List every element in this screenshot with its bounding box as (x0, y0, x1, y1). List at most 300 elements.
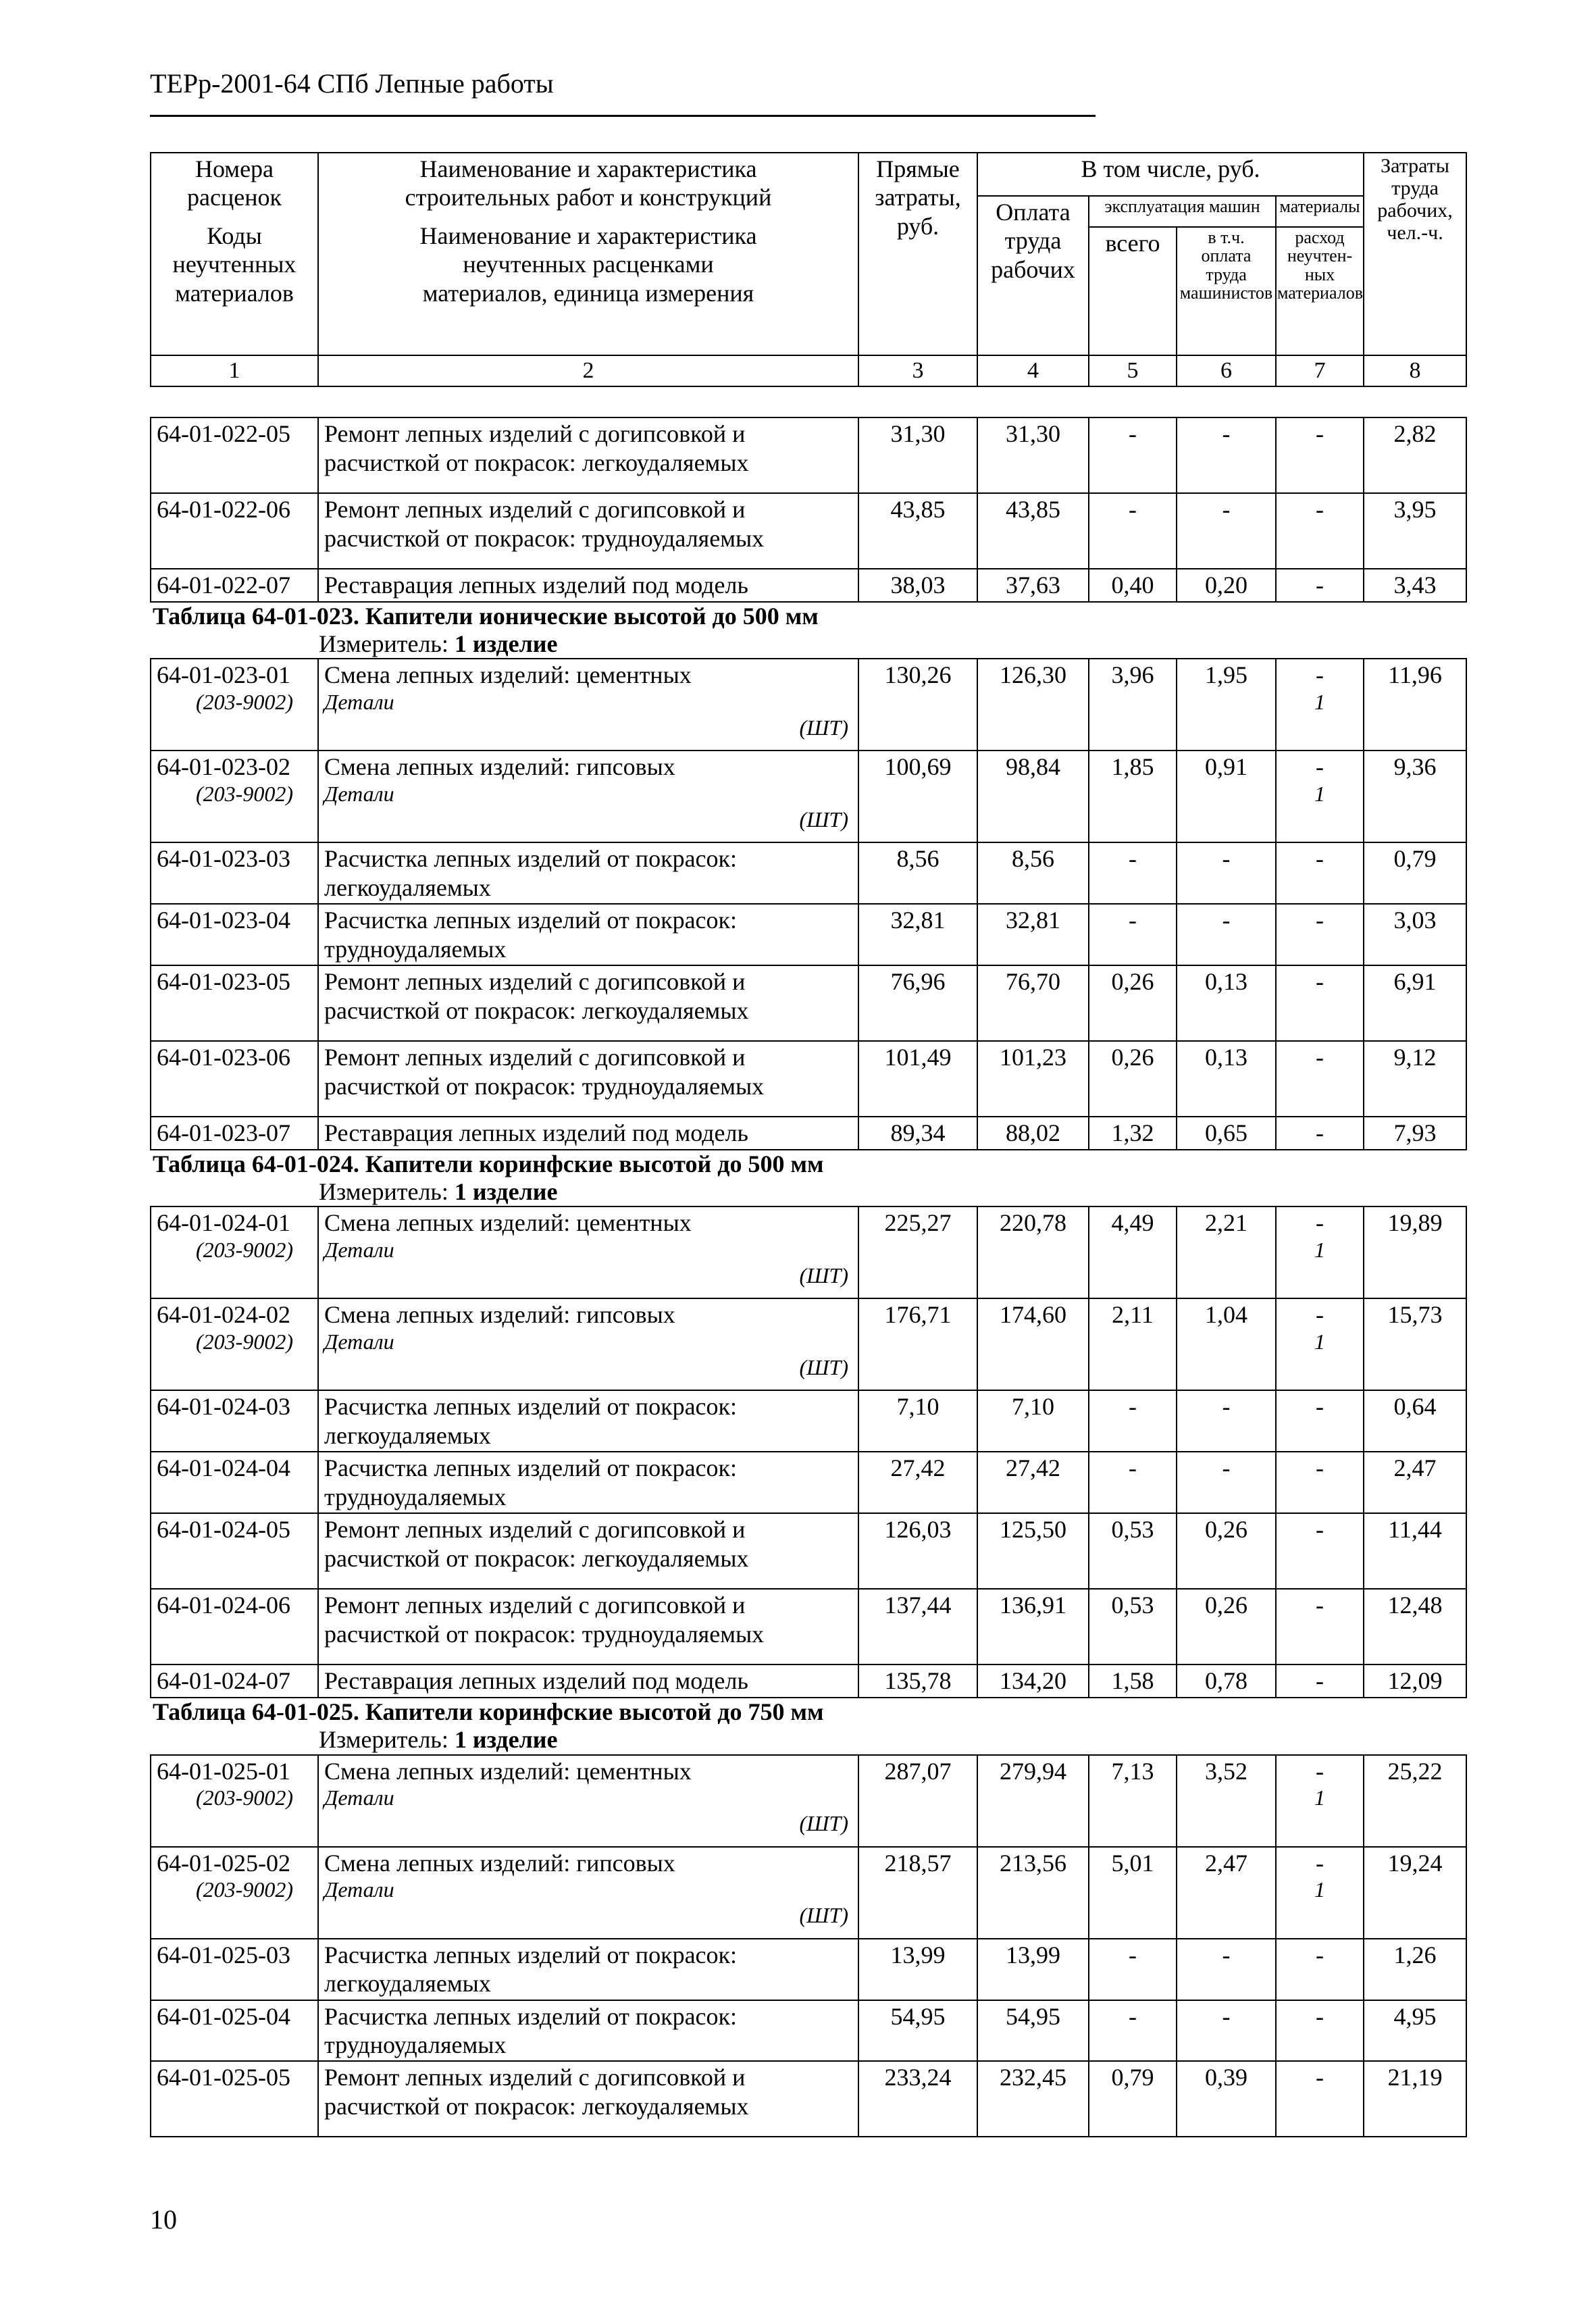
direct-cost-cell (858, 1513, 977, 1589)
machinist-pay-cell (1177, 2000, 1276, 2062)
labor-hours: 3,95 (1393, 496, 1437, 524)
rate-code: 64-01-025-03 (157, 1941, 290, 1968)
labor-pay-cell (977, 904, 1089, 965)
rate-code-cell (151, 1847, 318, 1939)
machinist-pay-cell (1177, 1390, 1276, 1452)
labor-pay-cell (977, 2061, 1089, 2137)
material-unit: (ШТ) (799, 1810, 848, 1835)
direct-cost: 218,57 (884, 1849, 952, 1877)
labor-hours: 7,93 (1393, 1119, 1437, 1147)
machines-total: - (1129, 496, 1137, 524)
material-qty: 1 (1314, 689, 1325, 714)
direct-cost-cell (858, 1664, 977, 1697)
work-name-line: расчисткой от покрасок: легкоудаляемых (324, 996, 749, 1024)
meter-023: Измеритель: 1 изделие (319, 630, 558, 657)
machinist-pay: - (1222, 1393, 1231, 1421)
labor-pay-cell (977, 965, 1089, 1041)
table-row (151, 1390, 1466, 1452)
machinist-pay-cell (1177, 1664, 1276, 1697)
materials-value: - (1316, 845, 1324, 873)
col-number: 1 (151, 355, 318, 386)
header-unaccounted-materials: расход неучтен- ных материалов (1276, 227, 1364, 355)
direct-cost: 100,69 (884, 753, 952, 781)
col-number: 3 (858, 355, 977, 386)
machinist-pay: 0,65 (1205, 1119, 1247, 1147)
material-qty: 1 (1314, 1785, 1325, 1810)
materials-cell (1276, 1390, 1364, 1452)
table-row (151, 1589, 1466, 1664)
work-name-line: Ремонт лепных изделий с догипсовкой и (324, 420, 746, 448)
direct-cost: 176,71 (884, 1301, 952, 1329)
labor-hours-cell (1364, 842, 1466, 904)
rate-code-cell (151, 1041, 318, 1117)
rate-code: 64-01-023-04 (157, 907, 290, 934)
rate-code: 64-01-024-04 (157, 1454, 290, 1482)
work-name-line: Ремонт лепных изделий с догипсовкой и (324, 1516, 746, 1544)
table-title-025: Таблица 64-01-025. Капители коринфские высотой до 750 мм (153, 1698, 824, 1725)
machines-total: 1,85 (1111, 753, 1154, 781)
labor-hours: 3,03 (1393, 907, 1437, 934)
machinist-pay-cell (1177, 904, 1276, 965)
labor-pay-cell (977, 493, 1089, 569)
direct-cost: 76,96 (890, 968, 946, 996)
machinist-pay-cell (1177, 1041, 1276, 1117)
material-code: (203-9002) (196, 1237, 293, 1262)
machinist-pay-cell (1177, 1452, 1276, 1513)
work-name-cell (318, 965, 858, 1041)
rate-code: 64-01-023-07 (157, 1119, 290, 1147)
machines-total: - (1129, 845, 1137, 873)
direct-cost-cell (858, 1939, 977, 2000)
labor-pay: 32,81 (1006, 907, 1060, 934)
machinist-pay: 0,91 (1205, 753, 1247, 781)
materials-cell (1276, 904, 1364, 965)
machinist-pay: 0,39 (1205, 2064, 1247, 2091)
rate-code: 64-01-023-01 (157, 661, 290, 689)
machinist-pay-cell (1177, 751, 1276, 842)
direct-cost: 31,30 (890, 420, 946, 448)
col-number: 2 (318, 355, 858, 386)
machinist-pay: 0,13 (1205, 1044, 1247, 1071)
machinist-pay: 1,04 (1205, 1301, 1247, 1329)
material-unit: (ШТ) (799, 1902, 848, 1927)
work-name-line: Расчистка лепных изделий от покрасок: (324, 1941, 738, 1968)
work-name-line: Расчистка лепных изделий от покрасок: (324, 907, 738, 934)
labor-hours-cell (1364, 2061, 1466, 2137)
machines-total: 1,32 (1111, 1119, 1154, 1147)
machinist-pay: 3,52 (1205, 1757, 1247, 1785)
rate-code: 64-01-022-06 (157, 496, 290, 524)
materials-cell (1276, 1847, 1364, 1939)
work-name-cell (318, 904, 858, 965)
machines-total-cell (1089, 569, 1177, 601)
rate-code: 64-01-024-03 (157, 1393, 290, 1421)
work-name-cell (318, 2061, 858, 2137)
materials-value: - (1316, 1301, 1324, 1329)
materials-value: - (1316, 1941, 1324, 1968)
rates-table-022 (150, 417, 1467, 602)
work-name-line: легкоудаляемых (324, 873, 491, 901)
direct-cost: 8,56 (896, 845, 939, 873)
work-name-cell (318, 1847, 858, 1939)
machines-total-cell (1089, 1664, 1177, 1697)
work-name-line: расчисткой от покрасок: трудноудаляемых (324, 524, 765, 552)
machinist-pay: - (1222, 420, 1231, 448)
labor-hours: 2,47 (1393, 1454, 1437, 1482)
work-name-cell (318, 842, 858, 904)
table-row (151, 2061, 1466, 2137)
materials-cell (1276, 569, 1364, 601)
direct-cost: 38,03 (890, 571, 946, 599)
direct-cost: 54,95 (890, 2002, 946, 2030)
labor-hours-cell (1364, 1755, 1466, 1847)
work-name-line: Расчистка лепных изделий от покрасок: (324, 2002, 738, 2030)
material-qty: 1 (1314, 1237, 1325, 1262)
labor-pay-cell (977, 1206, 1089, 1298)
machines-total: 3,96 (1111, 661, 1154, 689)
table-row (151, 965, 1466, 1041)
machinist-pay: 0,26 (1205, 1516, 1247, 1544)
labor-hours: 1,26 (1393, 1941, 1437, 1968)
rates-sheet (150, 152, 1466, 2137)
table-title-024: Таблица 64-01-024. Капители коринфские высотой до 500 мм (153, 1150, 824, 1177)
col-number: 7 (1276, 355, 1364, 386)
materials-value: - (1316, 907, 1324, 934)
machinist-pay-cell (1177, 2061, 1276, 2137)
rate-code-cell (151, 1939, 318, 2000)
machines-total-cell (1089, 1390, 1177, 1452)
table-row (151, 904, 1466, 965)
direct-cost-cell (858, 965, 977, 1041)
machinist-pay: 2,21 (1205, 1209, 1247, 1237)
direct-cost-cell (858, 1589, 977, 1664)
labor-hours: 21,19 (1387, 2064, 1443, 2091)
meter-025: Измеритель: 1 изделие (319, 1726, 558, 1754)
table-row (151, 659, 1466, 751)
materials-value: - (1316, 1516, 1324, 1544)
machines-total: 7,13 (1111, 1757, 1154, 1785)
materials-value: - (1316, 2064, 1324, 2091)
direct-cost-cell (858, 2061, 977, 2137)
work-name-cell (318, 659, 858, 751)
direct-cost: 89,34 (890, 1119, 946, 1147)
labor-pay-cell (977, 842, 1089, 904)
labor-pay: 125,50 (1000, 1516, 1066, 1544)
work-name-line: Смена лепных изделий: цементных (324, 1209, 692, 1237)
machinist-pay: 0,26 (1205, 1592, 1247, 1619)
rate-code-cell (151, 1390, 318, 1452)
direct-cost-cell (858, 842, 977, 904)
rate-code-cell (151, 1298, 318, 1390)
material-name: Детали (324, 781, 394, 806)
direct-cost: 233,24 (884, 2064, 952, 2091)
materials-cell (1276, 1452, 1364, 1513)
work-name-line: расчисткой от покрасок: трудноудаляемых (324, 1072, 765, 1100)
machines-total-cell (1089, 1206, 1177, 1298)
work-name-line: Реставрация лепных изделий под модель (324, 1667, 748, 1695)
machines-total: 0,79 (1111, 2064, 1154, 2091)
direct-cost-cell (858, 1755, 977, 1847)
rate-code: 64-01-022-07 (157, 571, 290, 599)
material-unit: (ШТ) (799, 1354, 848, 1379)
header-rule (150, 115, 1096, 117)
direct-cost-cell (858, 569, 977, 601)
materials-value: - (1316, 1592, 1324, 1619)
table-row (151, 2000, 1466, 2062)
labor-pay: 76,70 (1006, 968, 1060, 996)
material-code: (203-9002) (196, 689, 293, 714)
machines-total: 0,53 (1111, 1516, 1154, 1544)
materials-cell (1276, 842, 1364, 904)
labor-pay: 101,23 (1000, 1044, 1066, 1071)
materials-value: - (1316, 968, 1324, 996)
direct-cost-cell (858, 1847, 977, 1939)
work-name-line: Ремонт лепных изделий с догипсовкой и (324, 2064, 746, 2091)
material-qty: 1 (1314, 1329, 1325, 1354)
rate-code-cell (151, 417, 318, 493)
work-name-line: Смена лепных изделий: гипсовых (324, 753, 675, 781)
rate-code: 64-01-025-04 (157, 2002, 290, 2030)
work-name-cell (318, 1298, 858, 1390)
machinist-pay-cell (1177, 1755, 1276, 1847)
work-name-line: легкоудаляемых (324, 1421, 491, 1449)
material-unit: (ШТ) (799, 1263, 848, 1288)
labor-pay-cell (977, 1117, 1089, 1149)
machines-total-cell (1089, 1589, 1177, 1664)
labor-pay: 213,56 (1000, 1849, 1066, 1877)
labor-pay: 134,20 (1000, 1667, 1066, 1695)
labor-hours-cell (1364, 493, 1466, 569)
col-number: 8 (1364, 355, 1466, 386)
machines-total-cell (1089, 1041, 1177, 1117)
table-row (151, 1041, 1466, 1117)
direct-cost: 7,10 (896, 1393, 939, 1421)
labor-hours: 15,73 (1387, 1301, 1443, 1329)
table-row (151, 417, 1466, 493)
rate-code-cell (151, 1513, 318, 1589)
header-labor-cost: Затраты труда рабочих, чел.-ч. (1364, 153, 1466, 355)
table-row (151, 1939, 1466, 2000)
labor-hours: 4,95 (1393, 2002, 1437, 2030)
machinist-pay: - (1222, 1454, 1231, 1482)
materials-value: - (1316, 2002, 1324, 2030)
labor-hours-cell (1364, 1390, 1466, 1452)
table-row (151, 1206, 1466, 1298)
labor-pay: 31,30 (1006, 420, 1060, 448)
labor-hours: 9,36 (1393, 753, 1437, 781)
material-name: Детали (324, 1329, 394, 1354)
rates-table-023 (150, 658, 1467, 1150)
labor-hours-cell (1364, 1513, 1466, 1589)
labor-pay-cell (977, 1589, 1089, 1664)
rate-code: 64-01-025-01 (157, 1757, 290, 1785)
materials-cell (1276, 1589, 1364, 1664)
labor-pay: 7,10 (1012, 1393, 1054, 1421)
work-name-line: Смена лепных изделий: гипсовых (324, 1849, 675, 1877)
rate-code: 64-01-024-07 (157, 1667, 290, 1695)
materials-value: - (1316, 1393, 1324, 1421)
labor-pay: 37,63 (1006, 571, 1060, 599)
machines-total: 1,58 (1111, 1667, 1154, 1695)
rate-code: 64-01-025-05 (157, 2064, 290, 2091)
materials-cell (1276, 493, 1364, 569)
header-direct-costs: Прямые затраты, руб. (858, 153, 977, 355)
work-name-cell (318, 417, 858, 493)
materials-cell (1276, 1206, 1364, 1298)
header-name-cell: Наименование и характеристика строительных работ и конструкций Наименование и характеристика неучтенных расценками материалов, единица измерения (318, 153, 858, 355)
labor-hours-cell (1364, 2000, 1466, 2062)
machinist-pay: - (1222, 845, 1231, 873)
machines-total-cell (1089, 842, 1177, 904)
labor-hours: 9,12 (1393, 1044, 1437, 1071)
labor-hours: 11,44 (1388, 1516, 1442, 1544)
column-header-table (150, 152, 1467, 387)
direct-cost-cell (858, 1298, 977, 1390)
material-name: Детали (324, 689, 394, 714)
work-name-line: трудноудаляемых (324, 2031, 507, 2059)
work-name-line: Реставрация лепных изделий под модель (324, 1119, 748, 1147)
labor-hours-cell (1364, 417, 1466, 493)
labor-hours-cell (1364, 1117, 1466, 1149)
labor-pay-cell (977, 751, 1089, 842)
rate-code-cell (151, 569, 318, 601)
labor-pay-cell (977, 1298, 1089, 1390)
labor-hours: 19,24 (1387, 1849, 1443, 1877)
machinist-pay-cell (1177, 417, 1276, 493)
rate-code: 64-01-023-05 (157, 968, 290, 996)
labor-hours-cell (1364, 904, 1466, 965)
labor-hours-cell (1364, 569, 1466, 601)
labor-pay-cell (977, 1847, 1089, 1939)
machinist-pay-cell (1177, 493, 1276, 569)
work-name-cell (318, 493, 858, 569)
labor-hours: 12,09 (1387, 1667, 1443, 1695)
materials-value: - (1316, 1454, 1324, 1482)
work-name-cell (318, 751, 858, 842)
direct-cost-cell (858, 751, 977, 842)
machinist-pay-cell (1177, 1513, 1276, 1589)
table-row (151, 1117, 1466, 1149)
labor-hours-cell (1364, 1206, 1466, 1298)
materials-cell (1276, 2000, 1364, 2062)
work-name-cell (318, 569, 858, 601)
labor-pay-cell (977, 1755, 1089, 1847)
table-row (151, 1298, 1466, 1390)
materials-cell (1276, 1041, 1364, 1117)
rate-code-cell (151, 1589, 318, 1664)
machines-total-cell (1089, 1939, 1177, 2000)
labor-hours-cell (1364, 965, 1466, 1041)
machinist-pay: 0,20 (1205, 571, 1247, 599)
work-name-cell (318, 1390, 858, 1452)
labor-hours-cell (1364, 1589, 1466, 1664)
work-name-cell (318, 2000, 858, 2062)
direct-cost: 225,27 (884, 1209, 952, 1237)
header-including: В том числе, руб. (977, 153, 1364, 196)
labor-pay-cell (977, 1939, 1089, 2000)
work-name-cell (318, 1939, 858, 2000)
work-name-cell (318, 1755, 858, 1847)
machines-total-cell (1089, 1298, 1177, 1390)
machines-total-cell (1089, 1755, 1177, 1847)
table-row (151, 1755, 1466, 1847)
work-name-line: Ремонт лепных изделий с догипсовкой и (324, 496, 746, 524)
machines-total: - (1129, 907, 1137, 934)
machinist-pay-cell (1177, 1206, 1276, 1298)
work-name-line: Смена лепных изделий: цементных (324, 661, 692, 689)
direct-cost: 27,42 (890, 1454, 946, 1482)
work-name-line: Расчистка лепных изделий от покрасок: (324, 845, 738, 873)
direct-cost-cell (858, 417, 977, 493)
labor-hours: 6,91 (1393, 968, 1437, 996)
direct-cost: 32,81 (890, 907, 946, 934)
material-name: Детали (324, 1785, 394, 1810)
machinist-pay-cell (1177, 659, 1276, 751)
machinist-pay-cell (1177, 842, 1276, 904)
work-name-cell (318, 1041, 858, 1117)
labor-pay-cell (977, 1452, 1089, 1513)
direct-cost: 101,49 (884, 1044, 952, 1071)
work-name-line: расчисткой от покрасок: легкоудаляемых (324, 2092, 749, 2120)
header-machinist-pay: в т.ч. оплата труда машинистов (1177, 227, 1276, 355)
materials-value: - (1316, 571, 1324, 599)
machines-total-cell (1089, 965, 1177, 1041)
work-name-cell (318, 1117, 858, 1149)
rate-code: 64-01-024-05 (157, 1516, 290, 1544)
labor-pay-cell (977, 1513, 1089, 1589)
machines-total: 2,11 (1112, 1301, 1154, 1329)
rate-code: 64-01-023-02 (157, 753, 290, 781)
labor-pay-cell (977, 1664, 1089, 1697)
labor-pay-cell (977, 1041, 1089, 1117)
labor-hours-cell (1364, 1664, 1466, 1697)
labor-hours-cell (1364, 1939, 1466, 2000)
labor-hours: 3,43 (1393, 571, 1437, 599)
rate-code-cell (151, 1117, 318, 1149)
direct-cost: 137,44 (884, 1592, 952, 1619)
labor-pay-cell (977, 659, 1089, 751)
direct-cost: 126,03 (884, 1516, 952, 1544)
material-code: (203-9002) (196, 1877, 293, 1902)
machines-total-cell (1089, 659, 1177, 751)
material-code: (203-9002) (196, 781, 293, 806)
rate-code: 64-01-022-05 (157, 420, 290, 448)
work-name-line: легкоудаляемых (324, 1970, 491, 1998)
labor-pay-cell (977, 417, 1089, 493)
table-title-023: Таблица 64-01-023. Капители ионические высотой до 500 мм (153, 602, 819, 630)
materials-value: - (1316, 1849, 1324, 1877)
rate-code-cell (151, 1664, 318, 1697)
work-name-line: Ремонт лепных изделий с догипсовкой и (324, 1044, 746, 1071)
labor-hours: 11,96 (1388, 661, 1442, 689)
machinist-pay: 0,78 (1205, 1667, 1247, 1695)
direct-cost-cell (858, 904, 977, 965)
materials-value: - (1316, 1757, 1324, 1785)
direct-cost-cell (858, 493, 977, 569)
labor-pay: 43,85 (1006, 496, 1060, 524)
machines-total-cell (1089, 2061, 1177, 2137)
rate-code: 64-01-024-01 (157, 1209, 290, 1237)
machines-total-cell (1089, 751, 1177, 842)
materials-value: - (1316, 420, 1324, 448)
machines-total: 4,49 (1111, 1209, 1154, 1237)
labor-hours: 19,89 (1387, 1209, 1443, 1237)
materials-value: - (1316, 1667, 1324, 1695)
materials-cell (1276, 1117, 1364, 1149)
rate-code-cell (151, 1452, 318, 1513)
col-number: 5 (1089, 355, 1177, 386)
machines-total-cell (1089, 2000, 1177, 2062)
